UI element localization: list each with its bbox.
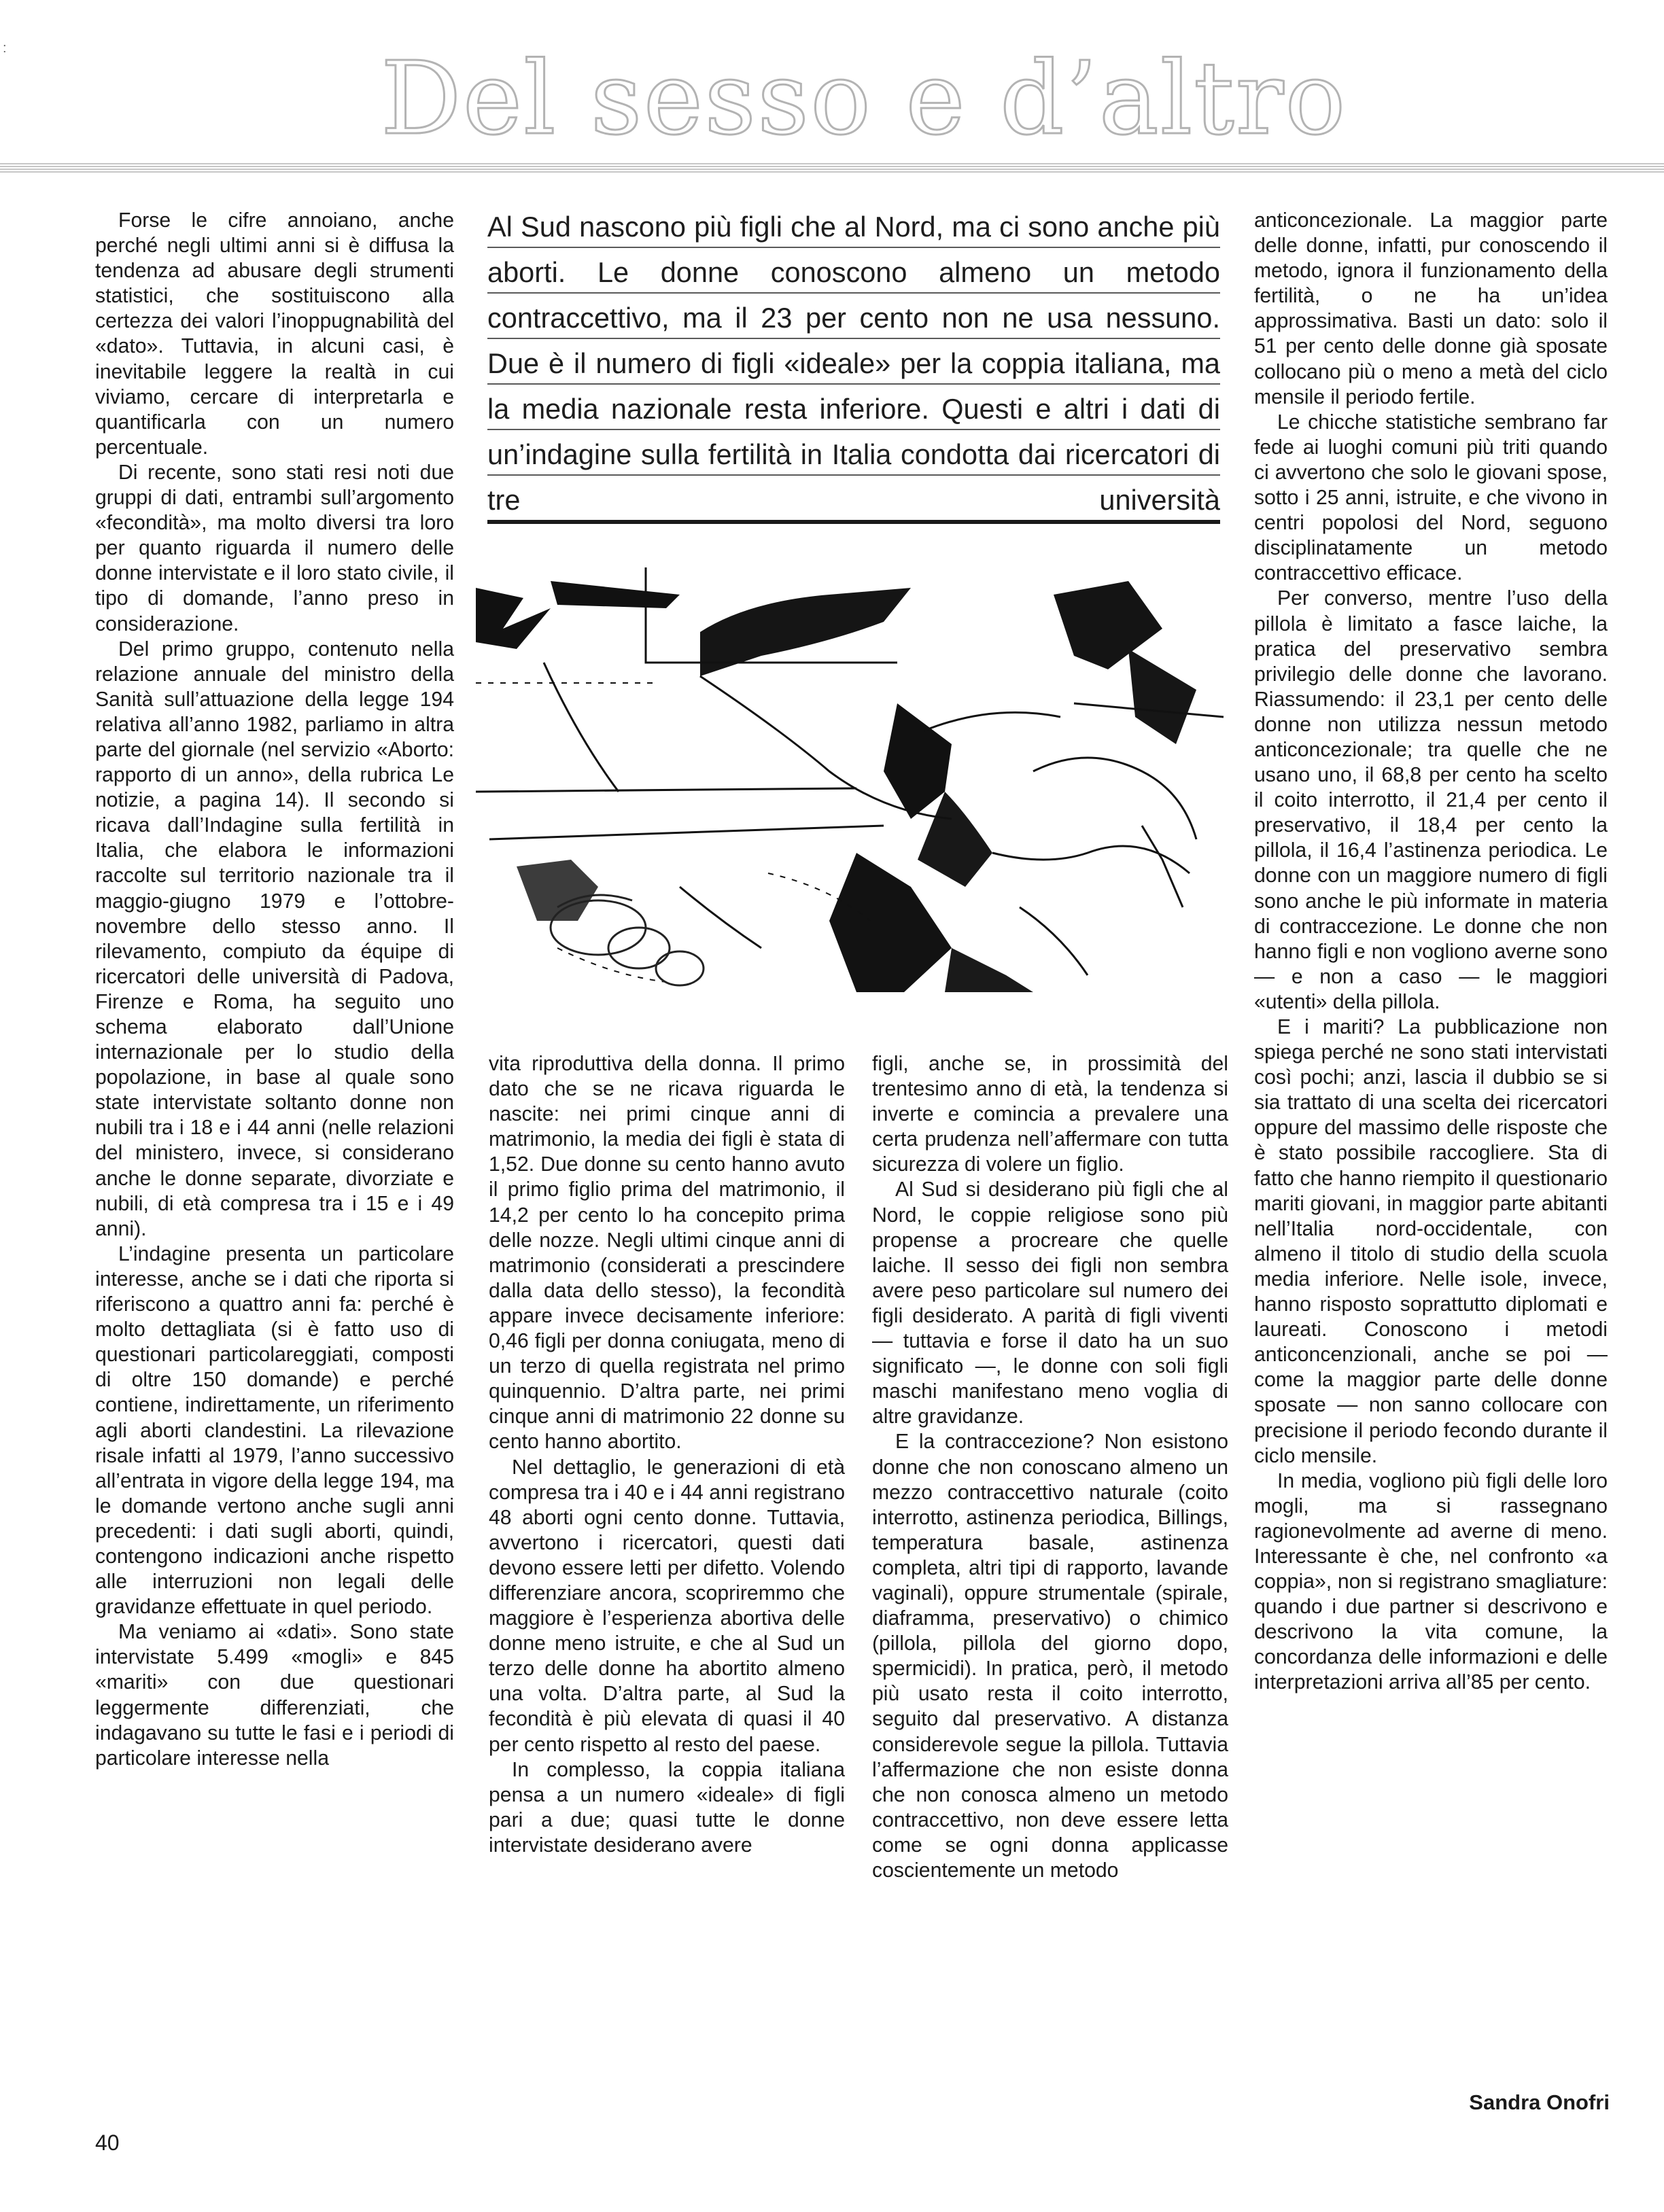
article-lede: Al Sud nascono più figli che al Nord, ma ci sono anche più aborti. Le donne conoscono almeno un metodo contraccettivo, ma il 23 per cento non ne usa nessuno. Due è il numero di figli «ideale» per la coppia italiana, ma la media nazionale resta inferiore. Questi e altri i dati di un’indagine sulla fertilità in Italia condotta dai ricercatori di tre università xyxy=(487,204,1220,523)
paragraph: E i mariti? La pubblicazione non spiega perché ne sono stati intervistati così pochi; anzi, lascia il dubbio se si sia trattato di una scelta dei ricercatori oppure del massimo delle risposte che è stato possibile raccogliere. Sta di fatto che hanno riempito il questionario mariti giovani, in maggior parte abitanti nell’Italia nord-occidentale, con almeno il titolo di studio della scuola media inferiore. Nelle isole, invece, hanno risposto soprattutto diplomati e laureati. Conoscono i metodi anticoncenzionali, anche se poi — come la maggior parte delle donne sposate — non sanno collocare con precisione il periodo fecondo durante il ciclo mensile. xyxy=(1254,1016,1608,1467)
page-edge-mark: : xyxy=(3,41,7,56)
author-signature: Sandra Onofri xyxy=(1469,2090,1610,2114)
paragraph: Nel dettaglio, le generazioni di età compresa tra i 40 e i 44 anni registrano 48 aborti ogni cento donne. Tuttavia, avvertono i ricercatori, questi dati devono essere letti per difetto. Volendo differenziare ancora, scopriremmo che maggiore è l’esperienza abortiva delle donne meno istruite, e che al Sud un terzo delle donne ha abortito almeno una volta. D’altra parte, al Sud la fecondità è più elevata di quasi il 40 per cento rispetto al resto del paese. xyxy=(489,1456,845,1756)
column-3 xyxy=(872,1051,1228,1883)
paragraph: Del primo gruppo, contenuto nella relazione annuale del ministro della Sanità sull’attuazione della legge 194 relativa all’anno 1982, parliamo in altra parte del giornale (nel servizio «Aborto: rapporto di un anno», della rubrica Le notizie, a pagina 14). Il secondo si ricava dall’Indagine sulla fertilità in Italia, che elabora le informazioni raccolte sul territorio nazionale tra il maggio-giugno 1979 e l’ottobre-novembre dello stesso anno. Il rilevamento, compiuto da équipe di ricercatori delle università di Padova, Firenze e Roma, ha seguito uno schema elaborato dall’Unione internazionale per lo studio della popolazione, in base al quale sono state intervistate soltanto donne non nubili tra i 18 e i 44 anni (nelle relazioni del ministero, invece, si considerano anche le donne separate, divorziate e nubili, di età compresa tra i 15 e i 49 anni). xyxy=(95,637,454,1240)
article-title: Del sesso e d’altro xyxy=(381,40,1347,157)
paragraph: Di recente, sono stati resi noti due gruppi di dati, entrambi sull’argomento «fecondità», ma molto diversi tra loro per quanto riguarda il numero delle donne intervistate e il loro stato civile, il tipo di domande, l’anno preso in considerazione. xyxy=(95,461,454,635)
header-rule xyxy=(0,163,1664,173)
page-number: 40 xyxy=(95,2130,120,2155)
paragraph: Ma veniamo ai «dati». Sono state intervistate 5.499 «mogli» e 845 «mariti» con due questionari leggermente differenziati, che indagavano su tutte le fasi e i periodi di particolare interesse nella xyxy=(95,1621,454,1770)
paragraph: Forse le cifre annoiano, anche perché negli ultimi anni si è diffusa la tendenza ad abusare degli strumenti statistici, che sostituiscono alla certezza dei valori l’inoppugnabilità del «dato». Tuttavia, in alcuni casi, è inevitabile leggere la realtà in cui viviamo, cercare di interpretarla e quantificarla con un numero percentuale. xyxy=(95,209,454,459)
column-2 xyxy=(489,1051,845,1858)
column-1 xyxy=(95,208,454,1771)
paragraph: L’indagine presenta un particolare interesse, anche se i dati che riporta si riferiscono a quattro anni fa: perché è molto dettagliata (si è fatto uso di questionari particolareggiati, composti di oltre 150 domande) e perché contiene, indirettamente, un riferimento agli aborti clandestini. La rilevazione risale infatti al 1979, l’anno successivo all’entrata in vigore della legge 194, ma le domande vertono anche sugli anni precedenti: i dati sugli aborti, quindi, contengono indicazioni anche rispetto alle interruzioni non legali delle gravidanze effettuate in quel periodo. xyxy=(95,1242,454,1619)
paragraph: anticoncezionale. La maggior parte delle donne, infatti, pur conoscendo il metodo, ignora il funzionamento della fertilità, o ne ha un’idea approssimativa. Basti un dato: solo il 51 per cento delle donne già sposate collocano più o meno a metà del ciclo mensile il periodo fertile. xyxy=(1254,209,1608,408)
lede-rule xyxy=(487,520,1220,524)
paragraph: In complesso, la coppia italiana pensa a un numero «ideale» di figli pari a due; quasi tutte le donne intervistate desiderano avere xyxy=(489,1758,845,1857)
paragraph: vita riproduttiva della donna. Il primo dato che se ne ricava riguarda le nascite: nei primi cinque anni di matrimonio, la media dei figli è stata di 1,52. Due donne su cento hanno avuto il primo figlio prima del matrimonio, il 14,2 per cento lo ha concepito prima delle nozze. Negli ultimi cinque anni di matrimonio (considerati a prescindere dalla data dello stesso), la fecondità appare invece decisamente inferiore: 0,46 figli per donna coniugata, meno di un terzo di quella registrata nel primo quinquennio. D’altra parte, nei primi cinque anni di matrimonio 22 donne su cento hanno abortito. xyxy=(489,1053,845,1454)
paragraph: Le chicche statistiche sembrano far fede ai luoghi comuni più triti quando ci avvertono che solo le giovani spose, sotto i 25 anni, istruite, e che vivono in centri popolosi del Nord, seguono disciplinatamente un metodo contraccettivo efficace. xyxy=(1254,410,1608,585)
paragraph: Al Sud si desiderano più figli che al Nord, le coppie religiose sono più propense a procreare che quelle laiche. Il sesso dei figli non sembra avere peso particolare sul numero dei figli desiderato. A parità di figli viventi — tuttavia e forse il dato ha un suo significato —, le donne con soli figli maschi manifestano meno voglia di altre gravidanze. xyxy=(872,1178,1228,1428)
abstract-illustration xyxy=(476,567,1230,992)
paragraph: figli, anche se, in prossimità del trentesimo anno di età, la tendenza si inverte e comincia a prevalere una certa prudenza nell’affermare con tutta sicurezza di volere un figlio. xyxy=(872,1053,1228,1176)
column-4 xyxy=(1254,208,1608,1696)
paragraph: In media, vogliono più figli delle loro mogli, ma si rassegnano ragionevolmente ad averne di meno. Interessante è che, nel confronto «a coppia», non si registrano smagliature: quando i due partner si descrivono e descrivono la vita comune, la concordanza delle informazioni e delle interpretazioni arriva all’85 per cento. xyxy=(1254,1469,1608,1694)
paragraph: E la contraccezione? Non esistono donne che non conoscano almeno un mezzo contraccettivo naturale (coito interrotto, astinenza periodica, Billings, temperatura basale, astinenza completa, altri tipi di rapporto, lavande vaginali), oppure strumentale (spirale, diaframma, preservativo) o chimico (pillola, pillola del giorno dopo, spermicidi). In pratica, però, il metodo più usato resta il coito interrotto, seguito dal preservativo. A distanza considerevole segue la pillola. Tuttavia l’affermazione che non esiste donna che non conosca almeno un metodo contraccettivo, non deve essere letta come se ogni donna applicasse coscientemente un metodo xyxy=(872,1430,1228,1882)
paragraph: Per converso, mentre l’uso della pillola è limitato a fasce laiche, la pratica del preservativo sembra privilegio delle donne che lavorano. Riassumendo: il 23,1 per cento delle donne non utilizza nessun metodo anticoncezionale; tra quelle che ne usano uno, il 68,8 per cento ha scelto il coito interrotto, il 21,4 per cento il preservativo, il 18,4 per cento la pillola, il 16,4 l’astinenza periodica. Le donne con un maggiore numero di figli sono anche le più informate in materia di contraccezione. Le donne che non hanno figli e non vogliono averne sono — e non a caso — le maggiori «utenti» della pillola. xyxy=(1254,587,1608,1013)
